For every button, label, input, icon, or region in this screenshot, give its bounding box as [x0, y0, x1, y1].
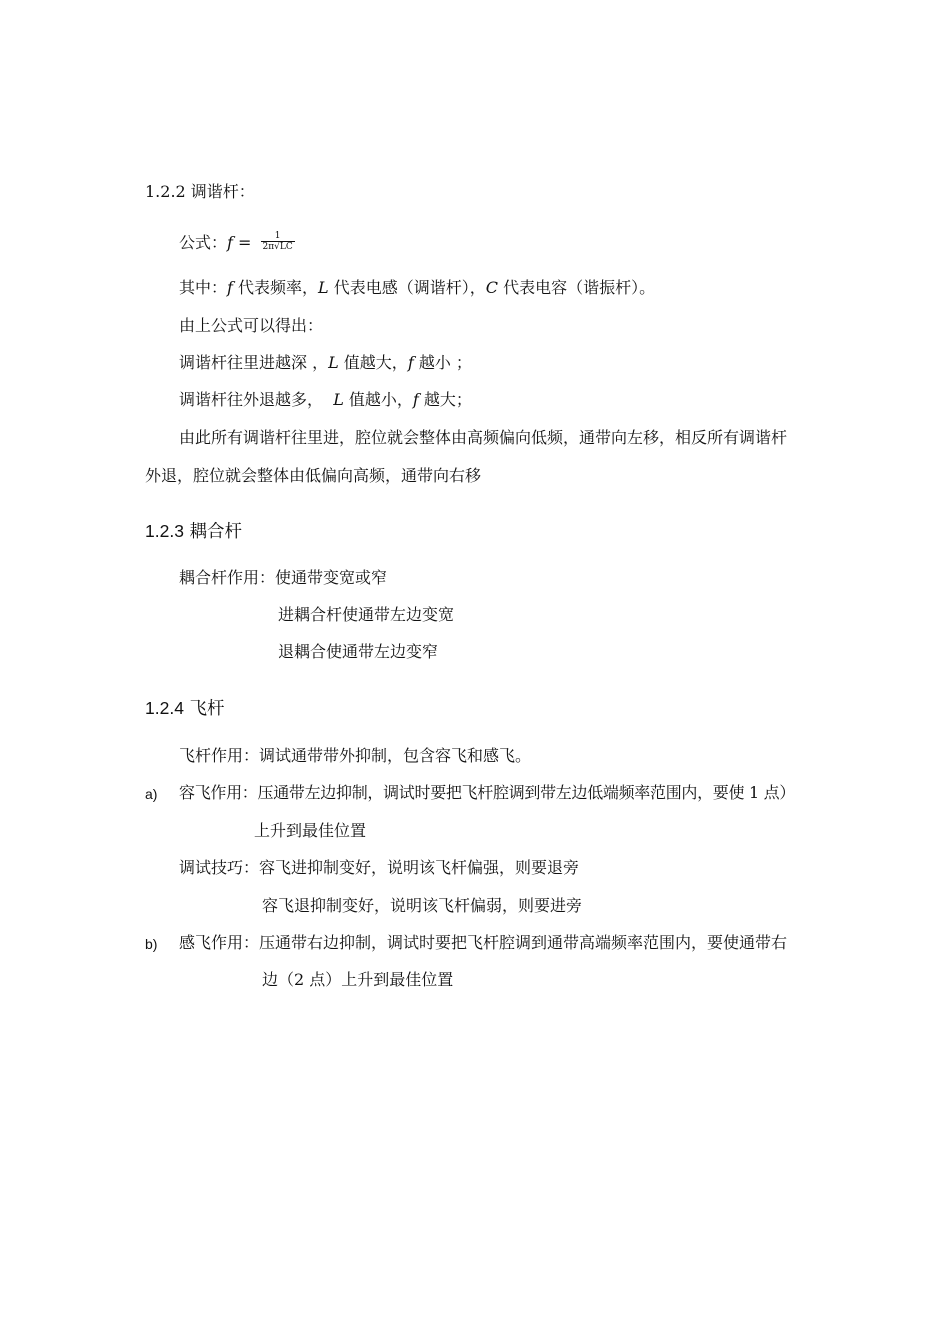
- derivation-intro: 由上公式可以得出：: [179, 316, 324, 335]
- symbol-L: L: [328, 353, 339, 372]
- inductive-fly-line-1: 感飞作用：压通带右边抑制，调试时要把飞杆腔调到通带高端频率范围内，要使通带右: [179, 933, 788, 952]
- definition-text: 其中：: [179, 278, 228, 297]
- formula-numerator: 1: [261, 231, 295, 242]
- section-title-text: 飞杆: [183, 699, 225, 719]
- rule-text: 调谐杆往里进越深 ，: [179, 353, 329, 372]
- conclusion-line-2: 外退，腔位就会整体由低偏向高频，通带向右移: [145, 466, 482, 485]
- formula-lhs: f =: [227, 233, 257, 252]
- capacitive-fly-line-1: 容飞作用：压通带左边抑制，调试时要把飞杆腔调到带左边低端频率范围内，要使 1 点）: [179, 783, 796, 802]
- definition-text: 代表电容（谐振杆）。: [498, 278, 656, 297]
- section-number: 1.2.3: [145, 521, 184, 541]
- coupling-in: 进耦合杆使通带左边变宽: [278, 605, 455, 624]
- formula-denominator: 2π√LC: [262, 242, 293, 252]
- symbol-f: f: [227, 278, 233, 297]
- section-title-text: 耦合杆: [183, 522, 243, 542]
- formula-line: [179, 232, 295, 254]
- rule-text: 调谐杆往外退越多，: [179, 390, 334, 409]
- rule-text: 值越大，: [338, 353, 408, 372]
- definition-text: 代表频率，: [232, 278, 319, 297]
- definition-line: [179, 277, 655, 299]
- inductive-fly-line-2: 边（2 点）上升到最佳位置: [262, 970, 454, 989]
- coupling-out: 退耦合使通带左边变窄: [278, 642, 439, 661]
- symbol-f: f: [412, 390, 419, 409]
- rule-text: 越小 ；: [413, 353, 472, 372]
- formula-label: 公式：: [179, 233, 228, 252]
- section-number: 1.2.4: [145, 698, 184, 718]
- symbol-L: L: [318, 278, 329, 297]
- definition-text: 代表电感（调谐杆），: [328, 278, 486, 297]
- tuning-tip-line-1: 调试技巧：容飞进抑制变好，说明该飞杆偏强，则要退旁: [179, 858, 580, 877]
- rule-outer: [179, 389, 472, 411]
- rule-deeper: [179, 352, 472, 374]
- symbol-f: f: [407, 353, 414, 372]
- conclusion-line-1: 由此所有调谐杆往里进，腔位就会整体由高频偏向低频，通带向左移，相反所有调谐杆: [179, 428, 788, 447]
- list-marker-b: b): [145, 936, 158, 952]
- symbol-L: L: [333, 390, 344, 409]
- flyrod-intro: 飞杆作用：调试通带带外抑制，包含容飞和感飞。: [179, 746, 532, 765]
- list-marker-a: a): [145, 786, 158, 802]
- symbol-C: C: [485, 278, 498, 297]
- section-1-2-3-title: [145, 519, 242, 544]
- tuning-tip-line-2: 容飞退抑制变好，说明该飞杆偏弱，则要进旁: [262, 896, 583, 915]
- coupling-function: 耦合杆作用：使通带变宽或窄: [179, 568, 388, 587]
- section-1-2-2-title: 1.2.2 调谐杆：: [145, 182, 255, 201]
- section-1-2-4-title: [145, 696, 225, 721]
- rule-text: 值越小，: [343, 390, 413, 409]
- capacitive-fly-line-2: 上升到最佳位置: [254, 821, 367, 840]
- rule-text: 越大；: [418, 390, 472, 409]
- formula-fraction: [261, 231, 295, 252]
